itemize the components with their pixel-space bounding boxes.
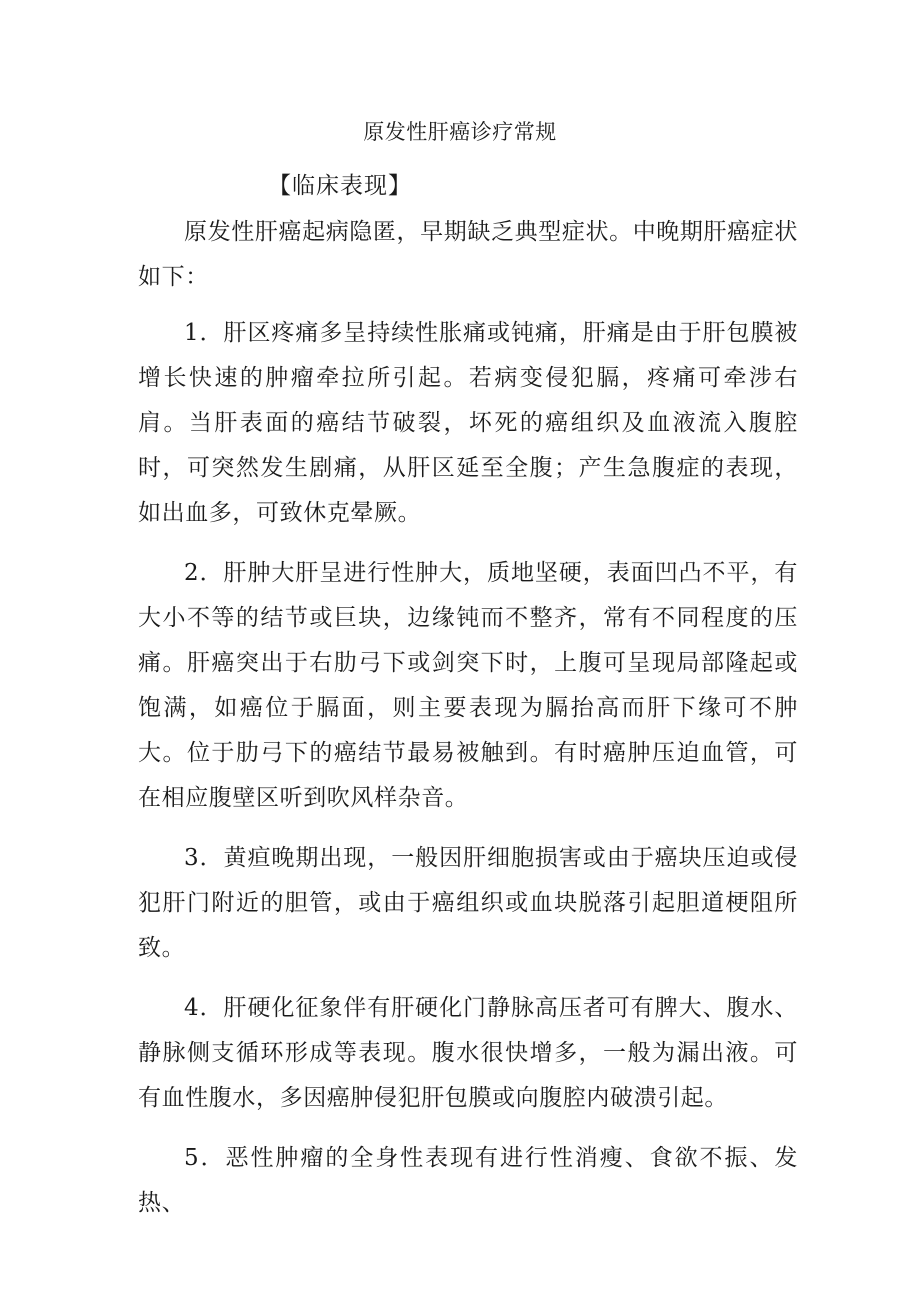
section-heading-clinical-manifestations: 【临床表现】 <box>268 173 412 199</box>
paragraph-item-1: 1．肝区疼痛多呈持续性胀痛或钝痛，肝痛是由于肝包膜被增长快速的肿瘤牵拉所引起。若病变侵犯膈，疼痛可牵涉右肩。当肝表面的癌结节破裂，坏死的癌组织及血液流入腹腔时，可突然发生剧痛，从肝区延至全腹；产生急腹症的表现，如出血多，可致休克晕厥。 <box>138 320 798 526</box>
document-title: 原发性肝癌诊疗常规 <box>363 120 557 144</box>
paragraph-item-4: 4．肝硬化征象伴有肝硬化门静脉高压者可有脾大、腹水、静脉侧支循环形成等表现。腹水很快增多，一般为漏出液。可有血性腹水，多因癌肿侵犯肝包膜或向腹腔内破溃引起。 <box>138 995 798 1111</box>
paragraph-item-5: 5．恶性肿瘤的全身性表现有进行性消瘦、食欲不振、发热、 <box>138 1145 798 1216</box>
paragraph-intro: 原发性肝癌起病隐匿，早期缺乏典型症状。中晚期肝癌症状如下： <box>138 219 798 290</box>
paragraph-item-3: 3．黄疸晚期出现，一般因肝细胞损害或由于癌块压迫或侵犯肝门附近的胆管，或由于癌组织或血块脱落引起胆道梗阻所致。 <box>138 845 798 961</box>
document-body <box>138 210 798 1241</box>
paragraph-item-2: 2．肝肿大肝呈进行性肿大，质地坚硬，表面凹凸不平，有大小不等的结节或巨块，边缘钝而不整齐，常有不同程度的压痛。肝癌突出于右肋弓下或剑突下时，上腹可呈现局部隆起或饱满，如癌位于膈面，则主要表现为膈抬高而肝下缘可不肿大。位于肋弓下的癌结节最易被触到。有时癌肿压迫血管，可在相应腹壁区听到吹风样杂音。 <box>138 560 798 811</box>
